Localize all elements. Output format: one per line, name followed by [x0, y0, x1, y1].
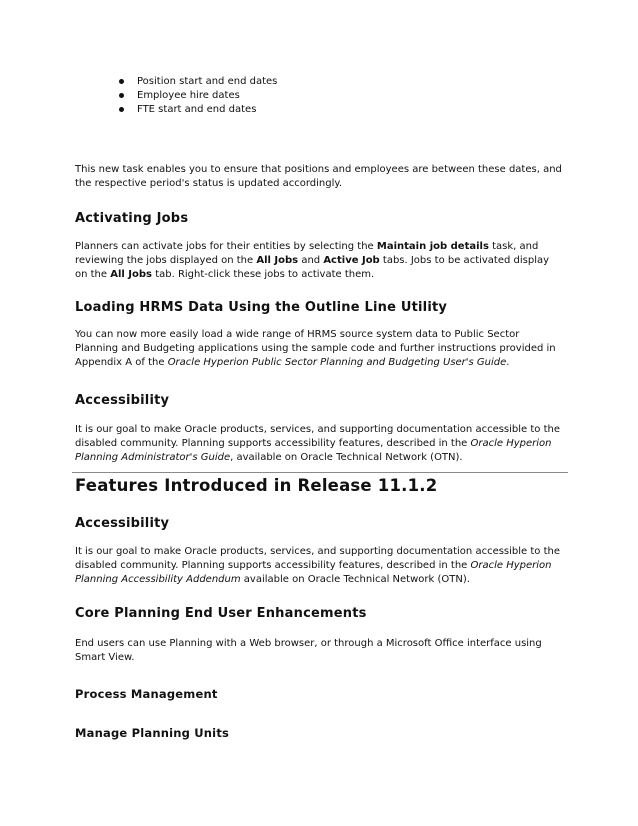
accessibility-paragraph-1: It is our goal to make Oracle products, services, and supporting documentation accessible to the disabled community. Planning supports accessibility features, described in the Oracle Hyperion Planning Administrator's Guide, available on Oracle Technical Network (OTN). — [75, 424, 561, 463]
release-section — [75, 475, 570, 497]
hrms-section — [75, 299, 570, 317]
list-item: Position start and end dates — [118, 75, 277, 89]
section-heading: Manage Planning Units — [75, 726, 230, 740]
release-heading: Features Introduced in Release 11.1.2 — [75, 476, 438, 495]
section-divider — [72, 472, 568, 473]
date-bullet-list — [118, 75, 277, 117]
manage-planning-units-section — [75, 725, 570, 741]
process-management-section — [75, 686, 570, 702]
accessibility-section-2 — [75, 515, 570, 533]
intro-paragraph: This new task enables you to ensure that positions and employees are between these dates, and the respective period's status is updated accordingly. — [75, 164, 562, 189]
list-item: Employee hire dates — [118, 89, 277, 103]
list-item: FTE start and end dates — [118, 103, 277, 117]
section-heading: Core Planning End User Enhancements — [75, 606, 367, 621]
accessibility-paragraph-2: It is our goal to make Oracle products, services, and supporting documentation accessible to the disabled community. Planning supports accessibility features, described in the Oracle Hyperion Planning Accessibility Addendum available on Oracle Technical Network (OTN). — [75, 546, 561, 585]
accessibility-section-1 — [75, 392, 570, 410]
core-planning-paragraph: End users can use Planning with a Web browser, or through a Microsoft Office interface using Smart View. — [75, 638, 542, 663]
bullet-icon — [119, 107, 124, 112]
activating-jobs-paragraph: Planners can activate jobs for their entities by selecting the Maintain job details task, and reviewing the jobs displayed on the All Jobs and Active Job tabs. Jobs to be activated display on the All Jobs tab. Right-click these jobs to activate them. — [75, 241, 550, 280]
section-heading: Accessibility — [75, 516, 170, 531]
hrms-paragraph: You can now more easily load a wide range of HRMS source system data to Public Sector Planning and Budgeting applications using the sample code and further instructions provided in Appendix A of the Oracle Hyperion Public Sector Planning and Budgeting User's Guide. — [75, 329, 556, 368]
section-heading: Process Management — [75, 687, 218, 701]
section-heading: Accessibility — [75, 393, 170, 408]
bullet-icon — [119, 79, 124, 84]
bullet-icon — [119, 93, 124, 98]
activating-jobs-section — [75, 210, 570, 228]
section-heading: Loading HRMS Data Using the Outline Line Utility — [75, 300, 448, 315]
core-planning-section — [75, 605, 570, 623]
section-heading: Activating Jobs — [75, 211, 189, 226]
